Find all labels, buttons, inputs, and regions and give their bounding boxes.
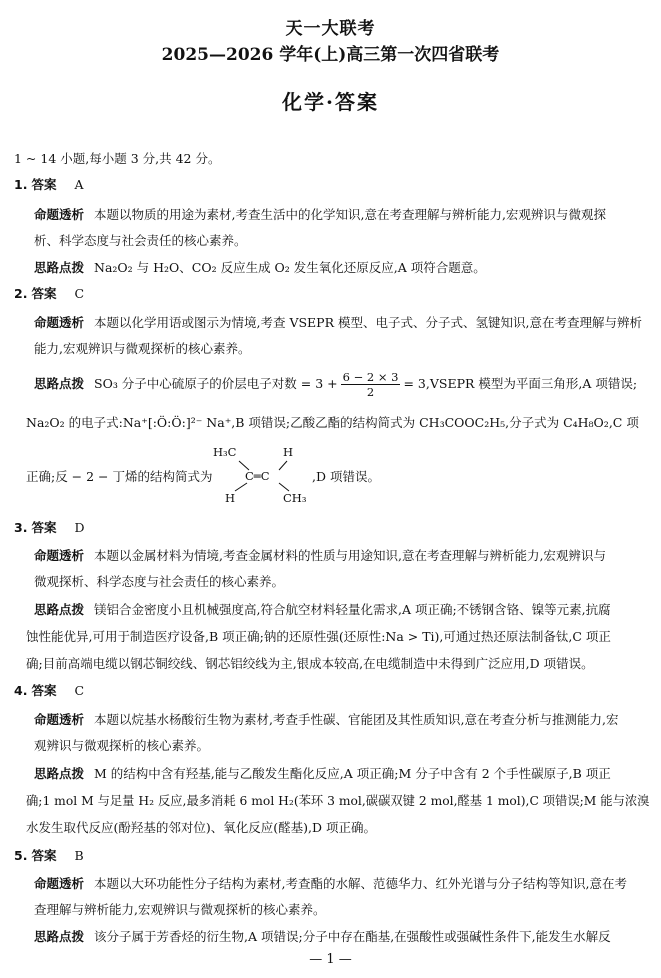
q5-number: 5. <box>14 848 28 863</box>
hint-label: 思路点拨 <box>34 260 85 275</box>
hint-label: 思路点拨 <box>34 929 85 944</box>
q4-hint-line-2: 确;1 mol M 与足量 H₂ 反应,最多消耗 6 mol H₂(苯环 3 mol,碳碳双键 2 mol,醛基 1 mol),C 项错误;M 能与浓溴 <box>26 794 650 808</box>
q4-hint-line-1 <box>34 766 611 782</box>
q2-hint-text-b: = 3,VSEPR 模型为平面三角形,A 项错误; <box>403 376 638 391</box>
trans-2-butene-structure <box>213 445 315 505</box>
answer-label: 答案 <box>31 177 57 192</box>
analysis-label: 命题透析 <box>34 548 85 563</box>
q1-analysis-line-2: 析、科学态度与社会责任的核心素养。 <box>34 233 247 248</box>
q3-hint-line-3: 确;目前高端电缆以钢芯铜绞线、钢芯铝绞线为主,银成本较高,在电缆制造中未得到广泛应用,D 项错误。 <box>26 656 594 671</box>
q2-hint-line-2: Na₂O₂ 的电子式:Na⁺[:Ö:Ö:]²⁻ Na⁺,B 项错误;乙酸乙酯的结构简式为 CH₃COOC₂H₅,分子式为 C₄H₈O₂,C 项 <box>26 415 639 430</box>
fraction-denominator: 2 <box>366 385 375 399</box>
answer-label: 答案 <box>31 848 57 863</box>
q2-analysis-line-1 <box>34 315 642 331</box>
q1-analysis-text: 本题以物质的用途为素材,考查生活中的化学知识,意在考查理解与辨析能力,宏观辨识与微观探 <box>94 207 606 222</box>
q4-answer-row <box>14 683 84 699</box>
q5-analysis-text: 本题以大环功能性分子结构为素材,考查酯的水解、范德华力、红外光谱与分子结构等知识,意在考 <box>94 876 627 891</box>
analysis-label: 命题透析 <box>34 207 85 222</box>
fraction-numerator: 6 − 2 × 3 <box>342 370 399 384</box>
q3-number: 3. <box>14 520 28 535</box>
q5-hint-text: 该分子属于芳香烃的衍生物,A 项错误;分子中存在酯基,在强酸性或强碱性条件下,能发生水解反 <box>94 929 611 944</box>
q3-answer: D <box>74 520 85 535</box>
struct-bottom-left: H <box>225 491 236 505</box>
q1-analysis-line-1 <box>34 207 606 223</box>
answer-label: 答案 <box>31 520 57 535</box>
q3-analysis-text: 本题以金属材料为情境,考查金属材料的性质与用途知识,意在考查理解与辨析能力,宏观辨识与 <box>94 548 606 563</box>
analysis-label: 命题透析 <box>34 315 85 330</box>
struct-top-right: H <box>283 445 294 459</box>
q1-hint-text: Na₂O₂ 与 H₂O、CO₂ 反应生成 O₂ 发生氧化还原反应,A 项符合题意。 <box>94 260 486 275</box>
q4-answer: C <box>74 683 85 698</box>
hint-label: 思路点拨 <box>34 376 85 391</box>
hint-label: 思路点拨 <box>34 766 85 781</box>
q2-number: 2. <box>14 286 28 301</box>
struct-bottom-right: CH₃ <box>283 491 307 505</box>
q2-hint-line-3-text: 正确;反 − 2 − 丁烯的结构简式为 <box>26 469 213 484</box>
q2-analysis-line-2: 能力,宏观辨识与微观探析的核心素养。 <box>34 341 251 356</box>
q4-analysis-line-1 <box>34 712 618 728</box>
q3-hint-line-1 <box>34 602 611 618</box>
q3-analysis-line-2: 微观探析、科学态度与社会责任的核心素养。 <box>34 574 285 589</box>
q3-answer-row <box>14 520 84 536</box>
q2-hint-line-1 <box>34 368 637 400</box>
q4-number: 4. <box>14 683 28 698</box>
struct-bonds <box>225 445 315 503</box>
q2-answer-row <box>14 286 84 302</box>
q3-analysis-line-1 <box>34 548 606 564</box>
analysis-label: 命题透析 <box>34 876 85 891</box>
page-number: — 1 — <box>309 952 352 967</box>
q1-number: 1. <box>14 177 28 192</box>
q2-hint-text-a: SO₃ 分子中心硫原子的价层电子对数 = 3 + <box>94 376 338 391</box>
q5-answer: B <box>74 848 84 863</box>
q5-analysis-line-1 <box>34 876 627 892</box>
q5-analysis-line-2: 查理解与辨析能力,宏观辨识与微观探析的核心素养。 <box>34 902 326 917</box>
q1-answer-row <box>14 177 83 193</box>
q5-answer-row <box>14 848 84 864</box>
q3-hint-text: 镁铝合金密度小且机械强度高,符合航空材料轻量化需求,A 项正确;不锈钢含铬、镍等元素,抗腐 <box>94 602 611 617</box>
answer-label: 答案 <box>31 286 57 301</box>
struct-top-left: H₃C <box>213 445 237 459</box>
exam-title: 2025—2026 学年(上)高三第一次四省联考 <box>161 45 500 65</box>
exam-org-title: 天一大联考 <box>285 19 376 39</box>
q5-hint-line-1 <box>34 929 611 945</box>
q1-hint-line-1 <box>34 260 486 276</box>
q2-hint-line-3 <box>26 469 213 485</box>
answer-label: 答案 <box>31 683 57 698</box>
q2-hint-line-3-tail: ,D 项错误。 <box>312 469 380 484</box>
q4-analysis-text: 本题以烷基水杨酸衍生物为素材,考查手性碳、官能团及其性质知识,意在考查分析与推测能力,宏 <box>94 712 619 727</box>
subject-title: 化学·答案 <box>282 90 379 114</box>
q4-hint-line-3: 水发生取代反应(酚羟基的邻对位)、氧化反应(醛基),D 项正确。 <box>26 820 376 835</box>
q3-hint-line-2: 蚀性能优异,可用于制造医疗设备,B 项正确;钠的还原性强(还原性:Na > Ti),可通过热还原法制备钛,C 项正 <box>26 629 611 644</box>
scoring-intro: 1 ~ 14 小题,每小题 3 分,共 42 分。 <box>14 151 221 166</box>
q4-analysis-line-2: 观辨识与微观探析的核心素养。 <box>34 738 210 753</box>
valence-fraction <box>341 370 401 399</box>
q1-answer: A <box>74 177 84 192</box>
analysis-label: 命题透析 <box>34 712 85 727</box>
hint-label: 思路点拨 <box>34 602 85 617</box>
struct-double-bond: C═C <box>245 469 270 483</box>
q2-answer: C <box>74 286 85 301</box>
q4-hint-text: M 的结构中含有羟基,能与乙酸发生酯化反应,A 项正确;M 分子中含有 2 个手性碳原子,B 项正 <box>94 766 611 781</box>
q2-analysis-text: 本题以化学用语或图示为情境,考查 VSEPR 模型、电子式、分子式、氢键知识,意在考查理解与辨析 <box>94 315 642 330</box>
